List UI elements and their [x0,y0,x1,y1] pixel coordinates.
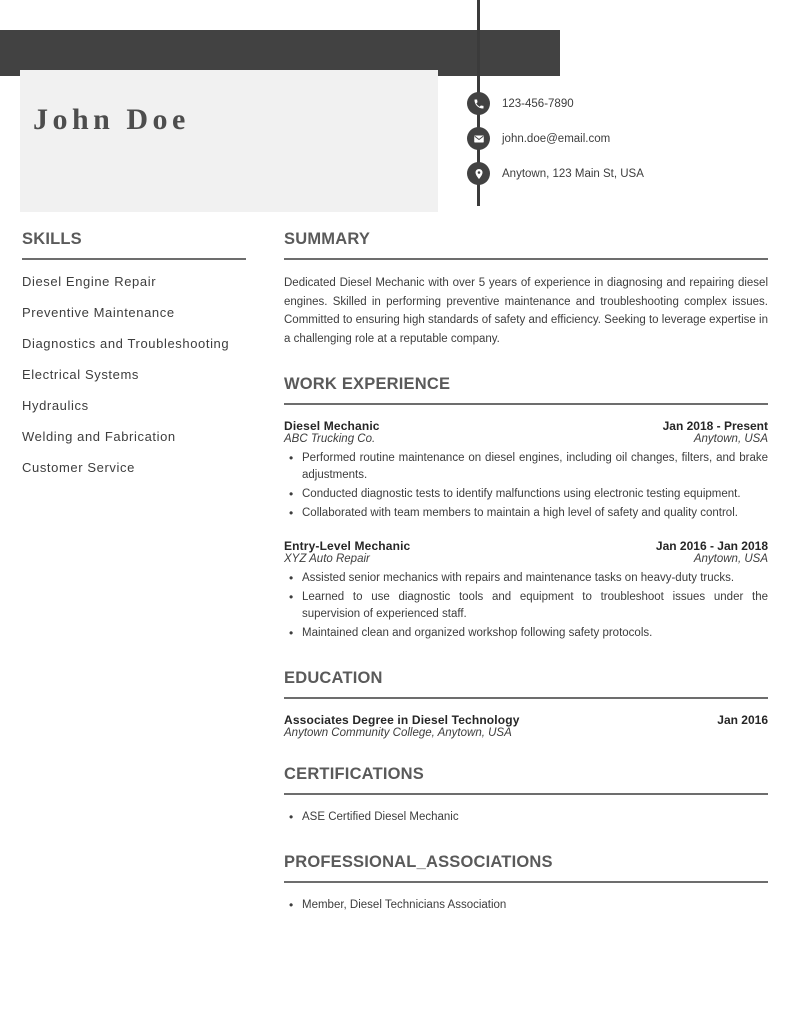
contact-location[interactable] [467,156,787,191]
experience-entry [284,419,768,523]
skills-list [22,274,246,475]
experience-bullets [284,570,768,643]
email-icon [467,127,490,150]
education-entry [284,713,768,739]
experience-position: Diesel Mechanic [284,418,380,433]
experience-company: XYZ Auto Repair [284,552,370,565]
experience-bullet: • Conducted diagnostic tests to identify malfunctions using electronic testing equipment. [302,486,768,504]
phone-icon [467,92,490,115]
contact-email[interactable] [467,121,787,156]
contact-phone[interactable] [467,86,787,121]
experience-date: Jan 2018 - Present [662,418,768,433]
experience-bullet: • Performed routine maintenance on diesel engines, including oil changes, filters, and brake adjustments. [302,450,768,486]
experience-bullet: • Learned to use diagnostic tools and equipment to troubleshoot issues under the supervision of experienced staff. [302,589,768,625]
certifications-title: CERTIFICATIONS [284,765,424,783]
section-education [284,669,768,739]
location-pin-icon [467,162,490,185]
professional-associations-title: PROFESSIONAL_ASSOCIATIONS [284,852,553,871]
section-summary [284,230,768,349]
experience-bullet: • Assisted senior mechanics with repairs and maintenance tasks on heavy-duty trucks. [302,570,768,588]
skill-item: Diagnostics and Troubleshooting [22,336,230,351]
skill-item: Preventive Maintenance [22,305,175,320]
professional-association-item: • Member, Diesel Technicians Association [302,897,768,915]
experience-date: Jan 2016 - Jan 2018 [655,538,768,553]
skill-item: Welding and Fabrication [22,429,176,444]
experience-company: ABC Trucking Co. [284,432,376,445]
experience-location: Anytown, USA [693,552,768,565]
certification-item: • ASE Certified Diesel Mechanic [302,809,768,827]
skill-item: Hydraulics [22,398,89,413]
education-degree: Associates Degree in Diesel Technology [284,713,520,727]
certifications-list [284,809,768,827]
contact-location-value: Anytown, 123 Main St, USA [502,167,644,180]
experience-entry-subheader [284,553,768,565]
candidate-name: John Doe [33,103,190,136]
summary-rule [284,258,768,260]
work-experience-rule [284,403,768,405]
education-entry-header [284,713,768,727]
summary-text: Dedicated Diesel Mechanic with over 5 years of experience in diagnosing and repairing diesel engines. Skilled in performing preventive maintenance and troubleshooting complex issues. Committed to ensuring high standards of safety and efficiency. Seeking to leverage expertise in a challenging role at a reputable company. [284,277,768,345]
education-school: Anytown Community College, Anytown, USA [284,727,512,739]
name-panel [20,70,438,212]
contact-email-value: john.doe@email.com [502,132,611,145]
work-experience-title: WORK EXPERIENCE [284,374,451,393]
professional-associations-rule [284,881,768,883]
experience-bullet: • Maintained clean and organized workshop following safety protocols. [302,625,768,643]
education-rule [284,697,768,699]
contact-phone-value: 123-456-7890 [502,97,574,110]
education-title: EDUCATION [284,669,383,687]
section-professional-associations [284,853,768,915]
right-column [284,230,768,941]
section-work-experience [284,375,768,644]
experience-entry-header [284,419,768,433]
contact-list [467,86,787,191]
section-certifications [284,765,768,827]
skills-title: SKILLS [22,230,82,248]
experience-location: Anytown, USA [693,432,768,445]
skills-rule [22,258,246,260]
skill-item: Diesel Engine Repair [22,274,157,289]
experience-entry-header [284,539,768,553]
education-date: Jan 2016 [717,713,768,727]
summary-title: SUMMARY [284,230,371,248]
experience-entry-subheader [284,433,768,445]
professional-associations-list [284,897,768,915]
left-column [22,230,246,501]
section-skills [22,230,246,475]
skill-item: Customer Service [22,460,135,475]
resume-header [0,0,791,230]
certifications-rule [284,793,768,795]
experience-bullet: • Collaborated with team members to maintain a high level of safety and quality control. [302,505,768,523]
experience-bullets [284,450,768,523]
experience-entry [284,539,768,643]
skill-item: Electrical Systems [22,367,139,382]
experience-position: Entry-Level Mechanic [284,538,411,553]
